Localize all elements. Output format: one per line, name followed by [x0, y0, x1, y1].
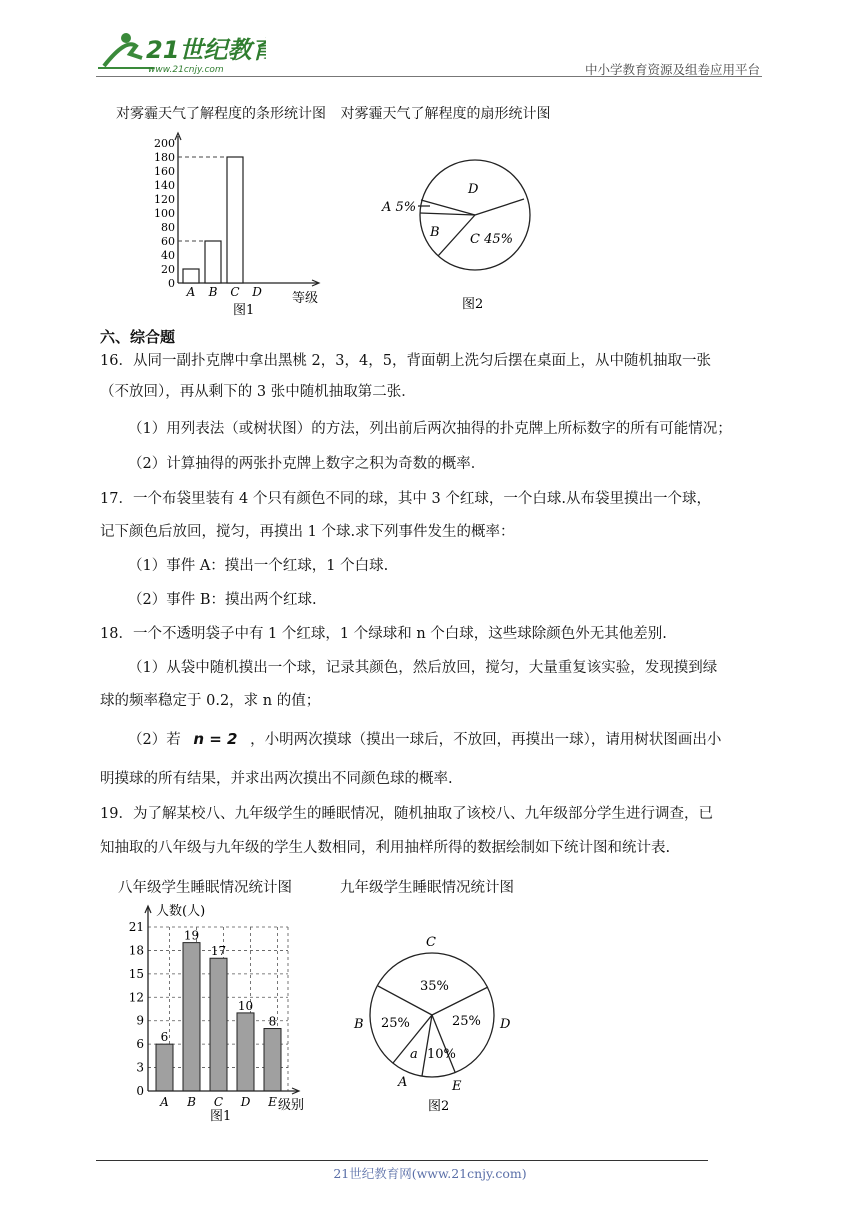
pie-chart-caption: 对雾霾天气了解程度的扇形统计图 [340, 106, 551, 122]
y-tick-label: 80 [161, 221, 175, 234]
figure-label: 图1 [233, 303, 255, 318]
y-tick-label: 21 [128, 920, 144, 934]
y-tick-label: 20 [161, 263, 175, 276]
y-tick-label: 3 [136, 1060, 144, 1075]
q18-part-1a: （1）从袋中随机摸出一个球，记录其颜色，然后放回，搅匀，大量重复该实验，发现摸到绿 [128, 660, 718, 676]
bottom-bar-chart-title: 八年级学生睡眠情况统计图 [118, 880, 292, 896]
y-tick-label: 200 [154, 137, 175, 150]
y-tick-label: 18 [128, 943, 144, 958]
bar [205, 241, 221, 283]
y-tick-label: 0 [136, 1084, 144, 1098]
header-platform-name: 中小学教育资源及组卷应用平台 [584, 62, 760, 77]
q17-part-2: （2）事件 B：摸出两个红球. [128, 592, 317, 608]
header-divider [96, 76, 762, 77]
q16-part-2: （2）计算抽得的两张扑克牌上数字之积为奇数的概率． [128, 456, 486, 472]
bottom-pie-chart [345, 925, 525, 1120]
q18-math-expression: n = 2 [193, 730, 238, 748]
q16-line-1: 16．从同一副扑克牌中拿出黑桃 2，3，4，5，背面朝上洗匀后摆在桌面上，从中随机抽取一张 [100, 353, 711, 369]
bottom-pie-chart-title: 九年级学生睡眠情况统计图 [340, 880, 514, 896]
q18-part-2a-suffix: ，小明两次摸球（摸出一球后，不放回，再摸出一球），请用树状图画出小 [250, 732, 722, 748]
section-title: 六、综合题 [100, 328, 176, 346]
q18-part-1b: 球的频率稳定于 0.2，求 n 的值； [100, 693, 321, 709]
bar [183, 943, 200, 1091]
q19-line-2: 知抽取的八年级与九年级的学生人数相同，利用抽样所得的数据绘制如下统计图和统计表. [100, 840, 671, 856]
y-tick-label: 120 [154, 193, 175, 206]
y-tick-label: 6 [136, 1037, 144, 1052]
pie-label-a: A [398, 1075, 408, 1090]
q17-part-1: （1）事件 A：摸出一个红球，1 个白球. [128, 558, 389, 574]
x-tick-label: C [230, 285, 240, 299]
data-label: 10 [237, 998, 254, 1013]
data-label: 19 [183, 928, 200, 943]
logo-url: www.21cnjy.com [148, 65, 224, 75]
y-tick-label: 12 [128, 990, 144, 1005]
bar [264, 1029, 281, 1091]
pie-label-d: D [468, 182, 479, 197]
logo [96, 28, 266, 76]
pie-value-e: 10% [427, 1047, 456, 1062]
y-tick-label: 9 [136, 1013, 144, 1028]
logo-text: 21世纪教育 [146, 36, 266, 64]
x-axis-title: 等级 [292, 291, 319, 306]
pie-label-c: C 45% [470, 232, 513, 247]
pie-slice-line [475, 199, 524, 215]
figure-label: 图1 [210, 1109, 232, 1124]
data-label: 8 [268, 1014, 277, 1029]
q18-part-2a-prefix: （2）若 [128, 732, 181, 748]
y-tick-label: 100 [154, 207, 175, 220]
bar [183, 269, 199, 283]
bar [237, 1013, 254, 1091]
y-tick-label: 60 [161, 235, 175, 248]
q17-line-2: 记下颜色后放回，搅匀，再摸出 1 个球.求下列事件发生的概率： [100, 524, 515, 540]
pie-label-b: B [430, 225, 440, 240]
pie-label-b: B [354, 1017, 364, 1032]
pie-value-a: a [410, 1047, 418, 1062]
q16-line-2: （不放回），再从剩下的 3 张中随机抽取第二张． [100, 384, 416, 400]
q18-part-2a [128, 728, 790, 751]
y-tick-label: 15 [128, 966, 144, 981]
y-tick-label: 180 [154, 151, 175, 164]
footer-divider [96, 1160, 708, 1161]
top-bar-chart [140, 130, 340, 320]
bar [210, 958, 227, 1091]
q19-line-1: 19．为了解某校八、九年级学生的睡眠情况，随机抽取了该校八、九年级部分学生进行调查，已 [100, 806, 713, 822]
y-tick-label: 0 [168, 277, 175, 290]
x-tick-label: B [208, 285, 218, 299]
x-tick-label: A [160, 1095, 169, 1109]
pie-value-b: 25% [381, 1016, 410, 1031]
q18-part-2b: 明摸球的所有结果，并求出两次摸出不同颜色球的概率. [100, 771, 453, 787]
x-tick-label: B [187, 1095, 196, 1109]
bar [156, 1044, 173, 1091]
pie-label-d: D [500, 1017, 511, 1032]
bottom-bar-chart [110, 895, 320, 1125]
q17-line-1: 17．一个布袋里装有 4 个只有颜色不同的球，其中 3 个红球，一个白球.从布袋里摸出一个球， [100, 491, 711, 507]
footer-site: 21世纪教育网(www.21cnjy.com) [333, 1166, 527, 1181]
top-pie-figure-label: 图2 [462, 297, 484, 312]
pie-value-d: 25% [452, 1014, 481, 1029]
y-tick-label: 160 [154, 165, 175, 178]
bar-chart-caption: 对雾霾天气了解程度的条形统计图 [116, 106, 326, 122]
x-axis-title: 级别 [278, 1098, 305, 1113]
pie-label-c: C [426, 935, 436, 950]
y-tick-label: 40 [161, 249, 175, 262]
data-label: 6 [160, 1030, 169, 1045]
x-tick-label: D [240, 1095, 251, 1109]
top-figure-captions [116, 103, 550, 123]
y-tick-label: 140 [154, 179, 175, 192]
pie-slice-line [422, 1015, 432, 1076]
pie-label-e: E [452, 1079, 462, 1094]
y-axis-title: 人数(人) [156, 904, 206, 919]
q18-line-1: 18．一个不透明袋子中有 1 个红球，1 个绿球和 n 个白球，这些球除颜色外无其他差别. [100, 626, 667, 642]
x-tick-label: A [186, 285, 196, 299]
top-pie-chart [370, 150, 540, 315]
pie-value-c: 35% [420, 979, 449, 994]
x-tick-label: C [213, 1095, 224, 1109]
logo-graphic [96, 28, 266, 76]
x-tick-label: E [268, 1095, 277, 1109]
bottom-pie-figure-label: 图2 [428, 1099, 450, 1114]
data-label: 17 [210, 944, 227, 959]
bar [227, 157, 243, 283]
q16-part-1: （1）用列表法（或树状图）的方法，列出前后两次抽得的扑克牌上所标数字的所有可能情况； [128, 421, 732, 437]
x-tick-label: D [252, 285, 262, 299]
pie-label-a: A 5% [382, 200, 417, 215]
